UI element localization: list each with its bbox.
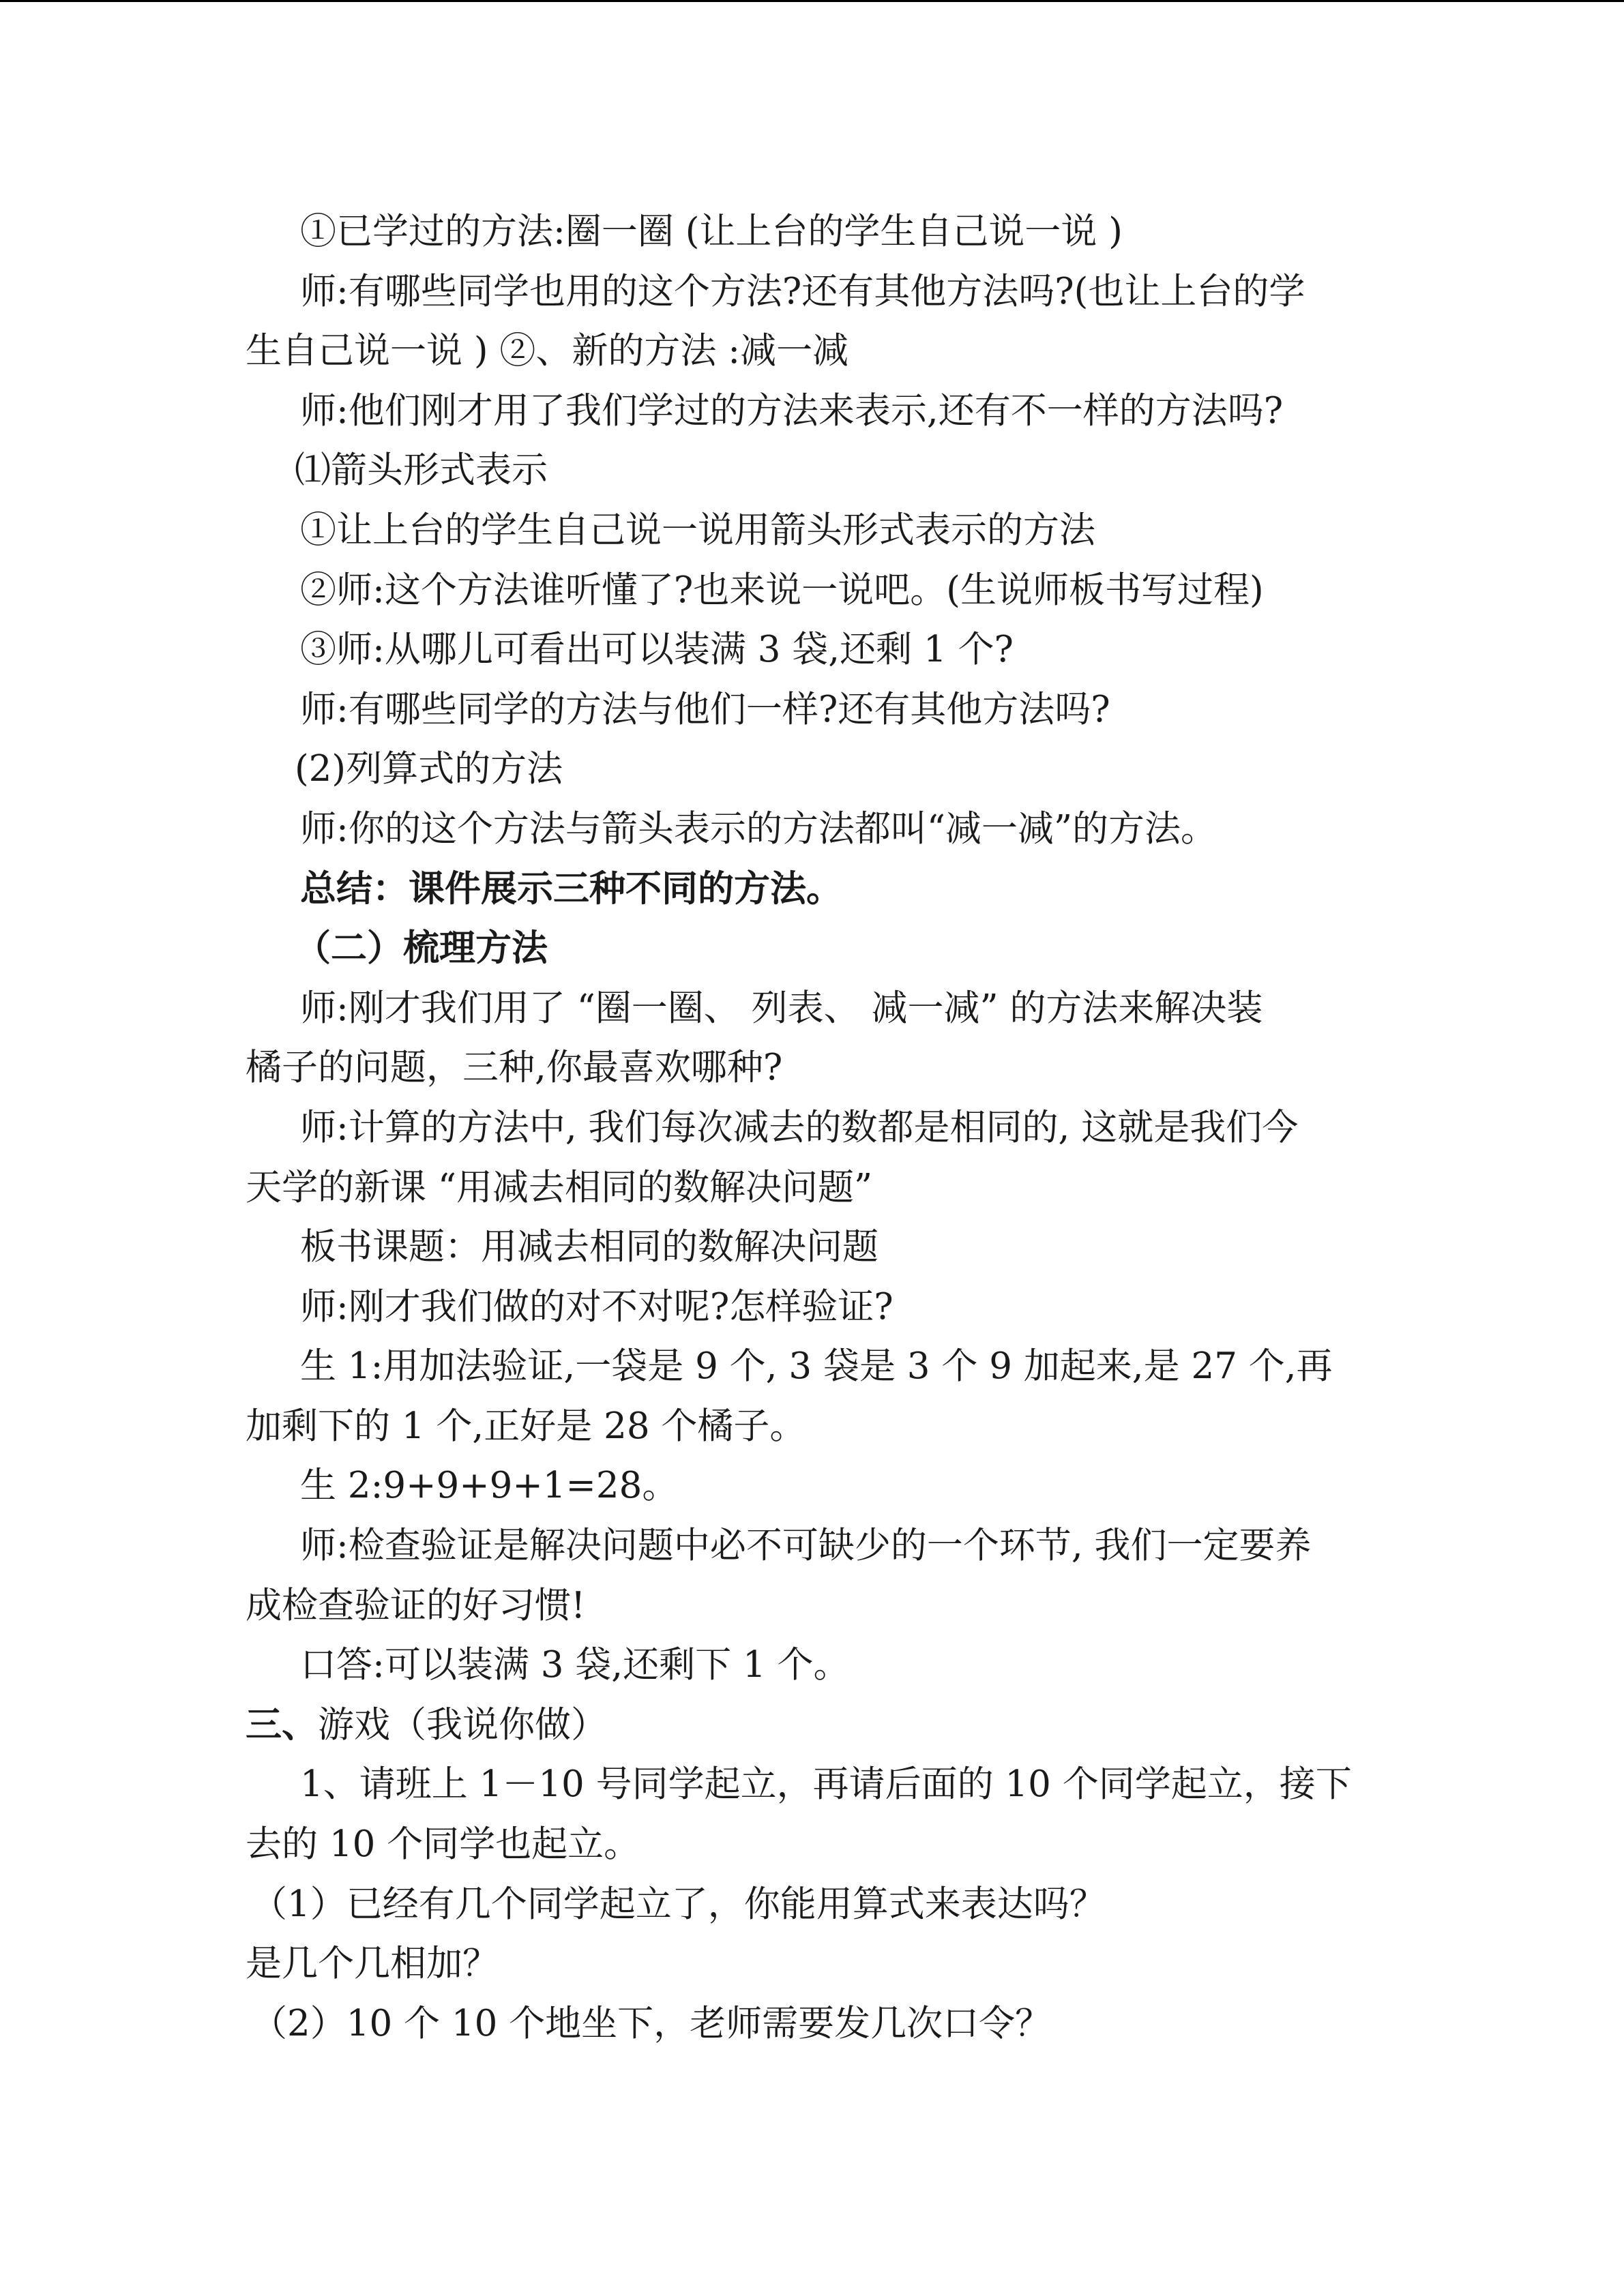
text-line: 师:他们刚才用了我们学过的方法来表示,还有不一样的方法吗? [300, 389, 1284, 432]
section-number: 三、 [246, 1703, 318, 1746]
text-line: 生 2:9+9+9+1=28。 [300, 1465, 679, 1507]
text-line: 橘子的问题，三种,你最喜欢哪种? [246, 1047, 783, 1089]
top-border-line [0, 0, 1624, 2]
text-line: 师:有哪些同学的方法与他们一样?还有其他方法吗? [300, 688, 1110, 730]
text-line: 去的 10 个同学也起立。 [246, 1823, 640, 1866]
text-line: 是几个几相加？ [246, 1943, 499, 1985]
text-line: 生 1:用加法验证,一袋是 9 个, 3 袋是 3 个 9 加起来,是 27 个,再 [300, 1345, 1333, 1388]
section-title: 游戏（我说你做） [318, 1703, 607, 1746]
text-line: ①让上台的学生自己说一说用箭头形式表示的方法 [300, 509, 1095, 551]
document-page [246, 202, 1385, 2053]
text-line: 师:刚才我们做的对不对呢?怎样验证? [300, 1285, 894, 1328]
text-line: 1、请班上 1－10 号同学起立，再请后面的 10 个同学起立，接下 [300, 1763, 1352, 1806]
text-line: 口答:可以装满 3 袋,还剩下 1 个。 [300, 1644, 850, 1686]
text-line: 师:检查验证是解决问题中必不可缺少的一个环节, 我们一定要养 [300, 1525, 1312, 1567]
text-line: 加剩下的 1 个,正好是 28 个橘子。 [246, 1405, 806, 1447]
text-line: 师:刚才我们用了 “圈一圈、 列表、 减一减” 的方法来解决装 [300, 987, 1263, 1029]
board-title-line: 板书课题：用减去相同的数解决问题 [300, 1226, 879, 1268]
text-line: 成检查验证的好习惯! [246, 1584, 586, 1626]
text-line: 生自己说一说 ) ②、新的方法 :减一减 [246, 330, 849, 372]
text-line: ①已学过的方法:圈一圈 (让上台的学生自己说一说 ) [300, 211, 1123, 252]
text-line: (2)列算式的方法 [295, 748, 563, 790]
text-line: 师:计算的方法中, 我们每次减去的数都是相同的, 这就是我们今 [300, 1106, 1299, 1148]
text-line: 师:你的这个方法与箭头表示的方法都叫“减一减”的方法。 [300, 807, 1217, 850]
text-line: ⑴箭头形式表示 [295, 449, 548, 492]
section-heading [246, 1695, 1385, 1755]
text-line: 师:有哪些同学也用的这个方法?还有其他方法吗?(也让上台的学 [300, 270, 1305, 312]
text-line: （2）10 个 10 个地坐下，老师需要发几次口令？ [251, 2002, 1052, 2044]
summary-line: 总结：课件展示三种不同的方法。 [300, 867, 842, 910]
text-line: 天学的新课 “用减去相同的数解决问题” [246, 1166, 873, 1208]
text-line: （1）已经有几个同学起立了，你能用算式来表达吗？ [251, 1883, 1106, 1925]
text-line: ③师:从哪儿可看出可以装满 3 袋,还剩 1 个? [300, 629, 1014, 671]
subsection-heading: （二）梳理方法 [295, 927, 548, 970]
text-line: ②师:这个方法谁听懂了?也来说一说吧。(生说师板书写过程) [300, 569, 1264, 611]
